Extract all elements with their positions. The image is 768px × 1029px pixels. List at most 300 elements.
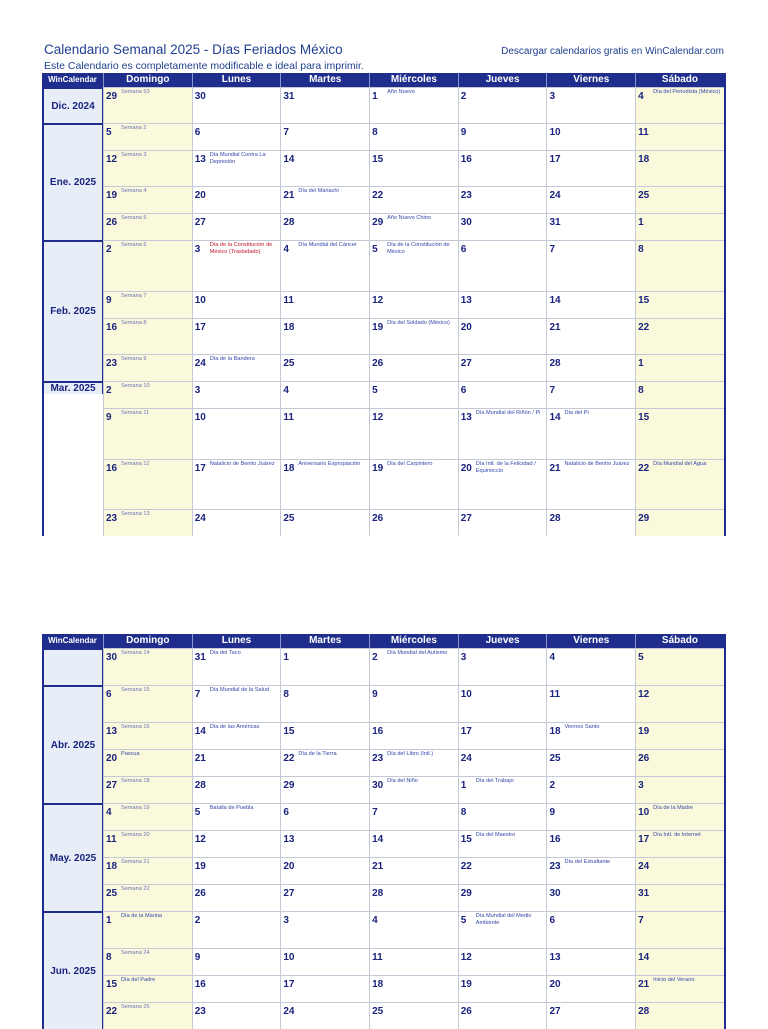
day-cell[interactable] <box>369 213 458 240</box>
day-cell[interactable] <box>546 948 635 975</box>
day-cell[interactable] <box>280 87 369 123</box>
day-cell[interactable] <box>280 291 369 318</box>
day-number: 7 <box>549 385 555 396</box>
day-number: 13 <box>194 154 206 165</box>
day-cell[interactable] <box>280 857 369 884</box>
day-number: 2 <box>194 915 201 926</box>
day-number: 30 <box>194 91 206 102</box>
day-cell[interactable] <box>458 776 547 803</box>
day-cell[interactable] <box>458 648 547 685</box>
day-number: 30 <box>549 888 561 899</box>
day-number: 12 <box>106 154 118 165</box>
day-cell[interactable] <box>635 857 724 884</box>
day-cell[interactable] <box>458 857 547 884</box>
day-cell[interactable] <box>635 87 724 123</box>
day-number: 17 <box>549 154 561 165</box>
day-cell[interactable] <box>546 884 635 911</box>
day-cell[interactable] <box>192 803 281 830</box>
day-cell[interactable] <box>635 381 724 408</box>
day-cell[interactable] <box>280 186 369 213</box>
event-label: Día del Maestro <box>475 832 516 838</box>
day-number: 17 <box>460 726 472 737</box>
day-cell[interactable] <box>635 318 724 354</box>
day-cell[interactable] <box>458 186 547 213</box>
day-cell[interactable] <box>546 803 635 830</box>
day-number: 11 <box>106 834 117 845</box>
day-number: 13 <box>106 726 118 737</box>
week-row <box>103 123 724 150</box>
day-cell[interactable] <box>458 749 547 776</box>
day-cell[interactable] <box>280 509 369 536</box>
day-number: 21 <box>549 463 561 474</box>
day-cell[interactable] <box>103 803 192 830</box>
day-number: 27 <box>106 780 118 791</box>
day-cell[interactable] <box>369 381 458 408</box>
day-cell[interactable] <box>458 354 547 381</box>
day-cell[interactable] <box>635 186 724 213</box>
day-cell[interactable] <box>635 408 724 459</box>
day-cell[interactable] <box>369 857 458 884</box>
day-number: 27 <box>460 513 472 524</box>
day-number: 9 <box>194 952 201 963</box>
day-cell[interactable] <box>546 685 635 722</box>
day-cell[interactable] <box>280 240 369 291</box>
day-cell[interactable] <box>192 318 281 354</box>
day-number: 12 <box>372 295 384 306</box>
day-cell[interactable] <box>458 884 547 911</box>
day-cell[interactable] <box>192 509 281 536</box>
download-link[interactable]: Descargar calendarios gratis en WinCalendar.com <box>501 46 724 57</box>
day-number: 3 <box>194 385 201 396</box>
day-cell[interactable] <box>280 1002 369 1029</box>
day-number: 2 <box>106 244 112 255</box>
day-cell[interactable] <box>369 648 458 685</box>
day-cell[interactable] <box>280 911 369 948</box>
day-cell[interactable] <box>369 240 458 291</box>
day-cell[interactable] <box>369 776 458 803</box>
day-cell[interactable] <box>546 857 635 884</box>
day-cell[interactable] <box>103 776 192 803</box>
day-cell[interactable] <box>635 884 724 911</box>
day-cell[interactable] <box>192 776 281 803</box>
day-cell[interactable] <box>458 1002 547 1029</box>
day-cell[interactable] <box>635 509 724 536</box>
week-row <box>103 857 724 884</box>
day-cell[interactable] <box>635 354 724 381</box>
day-cell[interactable] <box>103 408 192 459</box>
day-cell[interactable] <box>458 291 547 318</box>
day-cell[interactable] <box>546 975 635 1002</box>
day-cell[interactable] <box>369 123 458 150</box>
day-cell[interactable] <box>103 722 192 749</box>
event-label: Día Mundial del Cáncer <box>298 242 357 248</box>
day-cell[interactable] <box>458 685 547 722</box>
day-cell[interactable] <box>280 722 369 749</box>
day-number: 28 <box>372 888 384 899</box>
day-number: 6 <box>460 244 467 255</box>
day-cell[interactable] <box>546 830 635 857</box>
day-cell[interactable] <box>280 150 369 186</box>
day-cell[interactable] <box>458 975 547 1002</box>
day-cell[interactable] <box>458 408 547 459</box>
day-number: 7 <box>549 244 555 255</box>
day-cell[interactable] <box>546 123 635 150</box>
day-number: 12 <box>460 952 472 963</box>
day-cell[interactable] <box>369 291 458 318</box>
day-number: 31 <box>549 217 561 228</box>
day-cell[interactable] <box>458 213 547 240</box>
calendar-body <box>42 87 726 536</box>
day-cell[interactable] <box>280 749 369 776</box>
day-cell[interactable] <box>546 749 635 776</box>
day-cell[interactable] <box>369 509 458 536</box>
day-cell[interactable] <box>192 722 281 749</box>
event-label: Día Mundial del Agua <box>653 461 707 467</box>
day-cell[interactable] <box>546 87 635 123</box>
day-cell[interactable] <box>369 975 458 1002</box>
day-cell[interactable] <box>192 830 281 857</box>
day-cell[interactable] <box>103 186 192 213</box>
day-cell[interactable] <box>192 408 281 459</box>
day-cell[interactable] <box>280 776 369 803</box>
day-number: 9 <box>372 689 378 700</box>
day-cell[interactable] <box>369 884 458 911</box>
day-cell[interactable] <box>103 685 192 722</box>
week-row <box>103 213 724 240</box>
day-number: 28 <box>194 780 206 791</box>
day-cell[interactable] <box>280 408 369 459</box>
event-label: Semana 18 <box>121 778 150 784</box>
day-header: Domingo <box>103 73 192 87</box>
event-label: Día Intl. de Internet <box>653 832 701 838</box>
day-cell[interactable] <box>280 975 369 1002</box>
day-cell[interactable] <box>546 1002 635 1029</box>
day-cell[interactable] <box>458 87 547 123</box>
day-cell[interactable] <box>458 240 547 291</box>
event-label: Año Nuevo Chino <box>387 215 431 221</box>
day-number: 11 <box>638 127 649 138</box>
day-cell[interactable] <box>280 459 369 509</box>
month-label: Feb. 2025 <box>44 240 103 381</box>
event-label: Semana 5 <box>121 215 147 221</box>
day-cell[interactable] <box>192 857 281 884</box>
day-cell[interactable] <box>458 830 547 857</box>
day-cell[interactable] <box>635 123 724 150</box>
day-cell[interactable] <box>458 318 547 354</box>
day-cell[interactable] <box>369 685 458 722</box>
day-cell[interactable] <box>546 776 635 803</box>
week-row <box>103 722 724 749</box>
day-cell[interactable] <box>192 648 281 685</box>
wincalendar-header: WinCalendar <box>48 75 97 84</box>
day-cell[interactable] <box>280 948 369 975</box>
day-cell[interactable] <box>103 830 192 857</box>
day-cell[interactable] <box>369 948 458 975</box>
day-cell[interactable] <box>192 911 281 948</box>
day-number: 4 <box>106 807 112 818</box>
day-number: 27 <box>460 358 472 369</box>
day-cell[interactable] <box>635 830 724 857</box>
day-cell[interactable] <box>546 408 635 459</box>
day-cell[interactable] <box>103 381 192 408</box>
day-cell[interactable] <box>458 150 547 186</box>
day-cell[interactable] <box>192 291 281 318</box>
day-cell[interactable] <box>546 354 635 381</box>
day-cell[interactable] <box>103 87 192 123</box>
day-cell[interactable] <box>546 459 635 509</box>
day-cell[interactable] <box>635 776 724 803</box>
day-number: 4 <box>638 91 644 102</box>
day-number: 25 <box>549 753 561 764</box>
day-cell[interactable] <box>369 354 458 381</box>
day-cell[interactable] <box>546 318 635 354</box>
day-cell[interactable] <box>369 186 458 213</box>
day-cell[interactable] <box>458 459 547 509</box>
day-cell[interactable] <box>546 911 635 948</box>
day-cell[interactable] <box>635 213 724 240</box>
day-cell[interactable] <box>635 803 724 830</box>
day-cell[interactable] <box>103 291 192 318</box>
day-cell[interactable] <box>635 948 724 975</box>
week-row <box>103 354 724 381</box>
day-number: 18 <box>283 463 295 474</box>
day-cell[interactable] <box>458 803 547 830</box>
day-cell[interactable] <box>103 459 192 509</box>
day-header: Martes <box>280 634 369 648</box>
week-row <box>103 685 724 722</box>
day-cell[interactable] <box>103 509 192 536</box>
day-cell[interactable] <box>103 975 192 1002</box>
day-number: 23 <box>106 358 118 369</box>
day-cell[interactable] <box>546 381 635 408</box>
day-number: 10 <box>194 295 206 306</box>
week-row <box>103 240 724 291</box>
day-cell[interactable] <box>192 381 281 408</box>
day-cell[interactable] <box>369 408 458 459</box>
day-number: 2 <box>106 385 112 396</box>
day-number: 21 <box>372 861 384 872</box>
event-label: Día del Estudiante <box>564 859 611 865</box>
month-label: Abr. 2025 <box>44 685 103 803</box>
event-label: Día del Libro (Intl.) <box>387 751 434 757</box>
day-cell[interactable] <box>103 749 192 776</box>
day-cell[interactable] <box>280 354 369 381</box>
day-cell[interactable] <box>280 830 369 857</box>
day-cell[interactable] <box>546 291 635 318</box>
day-number: 20 <box>194 190 206 201</box>
day-cell[interactable] <box>280 803 369 830</box>
day-cell[interactable] <box>369 830 458 857</box>
day-cell[interactable] <box>458 123 547 150</box>
day-number: 20 <box>549 979 561 990</box>
day-number: 13 <box>460 412 472 423</box>
day-cell[interactable] <box>192 123 281 150</box>
day-number: 20 <box>106 753 118 764</box>
day-cell[interactable] <box>280 123 369 150</box>
day-cell[interactable] <box>635 459 724 509</box>
day-cell[interactable] <box>280 318 369 354</box>
day-cell[interactable] <box>635 1002 724 1029</box>
day-number: 16 <box>372 726 384 737</box>
day-cell[interactable] <box>103 354 192 381</box>
day-cell[interactable] <box>635 911 724 948</box>
day-number: 5 <box>106 127 112 138</box>
day-cell[interactable] <box>369 150 458 186</box>
day-number: 19 <box>638 726 650 737</box>
day-cell[interactable] <box>192 749 281 776</box>
day-number: 30 <box>106 652 118 663</box>
day-number: 7 <box>638 915 644 926</box>
day-cell[interactable] <box>635 685 724 722</box>
day-number: 11 <box>372 952 383 963</box>
day-cell[interactable] <box>192 186 281 213</box>
day-cell[interactable] <box>369 87 458 123</box>
day-cell[interactable] <box>280 884 369 911</box>
day-number: 15 <box>638 295 650 306</box>
day-cell[interactable] <box>369 318 458 354</box>
day-number: 1 <box>638 217 644 228</box>
day-cell[interactable] <box>458 722 547 749</box>
day-cell[interactable] <box>635 722 724 749</box>
day-cell[interactable] <box>103 123 192 150</box>
day-cell[interactable] <box>635 291 724 318</box>
day-number: 19 <box>194 861 206 872</box>
day-number: 17 <box>638 834 650 845</box>
day-cell[interactable] <box>635 240 724 291</box>
event-label: Día Mundial del Riñón / Pi <box>475 410 541 416</box>
day-header: Miércoles <box>369 634 458 648</box>
day-number: 11 <box>283 295 294 306</box>
day-header: Viernes <box>546 73 635 87</box>
day-number: 16 <box>106 463 118 474</box>
day-header-row <box>42 73 726 87</box>
day-cell[interactable] <box>280 381 369 408</box>
day-cell[interactable] <box>546 509 635 536</box>
week-row <box>103 408 724 459</box>
day-number: 16 <box>549 834 561 845</box>
day-cell[interactable] <box>458 948 547 975</box>
day-cell[interactable] <box>635 648 724 685</box>
day-cell[interactable] <box>546 722 635 749</box>
month-label: Mar. 2025 <box>44 381 103 394</box>
day-cell[interactable] <box>103 318 192 354</box>
day-number: 16 <box>194 979 206 990</box>
day-cell[interactable] <box>103 948 192 975</box>
day-cell[interactable] <box>546 213 635 240</box>
event-label: Día Mundial del Medio Ambiente <box>475 913 532 926</box>
day-cell[interactable] <box>103 213 192 240</box>
day-cell[interactable] <box>546 150 635 186</box>
day-cell[interactable] <box>192 884 281 911</box>
day-cell[interactable] <box>192 685 281 722</box>
day-cell[interactable] <box>546 648 635 685</box>
day-number: 30 <box>372 780 384 791</box>
day-number: 6 <box>194 127 201 138</box>
day-number: 20 <box>460 322 472 333</box>
day-cell[interactable] <box>369 749 458 776</box>
day-cell[interactable] <box>369 459 458 509</box>
day-cell[interactable] <box>280 685 369 722</box>
day-cell[interactable] <box>192 150 281 186</box>
day-number: 29 <box>460 888 472 899</box>
day-number: 8 <box>106 952 112 963</box>
day-cell[interactable] <box>103 911 192 948</box>
day-cell[interactable] <box>369 911 458 948</box>
day-cell[interactable] <box>458 509 547 536</box>
day-header: Miércoles <box>369 73 458 87</box>
day-cell[interactable] <box>280 213 369 240</box>
week-row <box>103 509 724 536</box>
day-cell[interactable] <box>458 381 547 408</box>
day-cell[interactable] <box>635 975 724 1002</box>
event-label: Día del Soldado (México) <box>387 320 450 326</box>
day-cell[interactable] <box>103 857 192 884</box>
day-number: 4 <box>372 915 378 926</box>
day-cell[interactable] <box>369 803 458 830</box>
day-cell[interactable] <box>192 975 281 1002</box>
event-label: Semana 9 <box>121 356 147 362</box>
day-cell[interactable] <box>103 240 192 291</box>
day-cell[interactable] <box>192 1002 281 1029</box>
day-number: 28 <box>283 217 295 228</box>
day-cell[interactable] <box>103 884 192 911</box>
day-number: 13 <box>283 834 295 845</box>
day-cell[interactable] <box>192 948 281 975</box>
day-number: 14 <box>283 154 295 165</box>
day-number: 19 <box>106 190 118 201</box>
calendar-body <box>42 648 726 1029</box>
event-label: Día Mundial del Autismo <box>387 650 448 656</box>
event-label: Semana 19 <box>121 805 150 811</box>
day-number: 4 <box>283 244 289 255</box>
day-cell[interactable] <box>103 1002 192 1029</box>
day-number: 4 <box>283 385 289 396</box>
event-label: Semana 10 <box>121 383 150 389</box>
day-cell[interactable] <box>280 648 369 685</box>
day-cell[interactable] <box>192 459 281 509</box>
day-number: 31 <box>194 652 206 663</box>
event-label: Día Intl. de la Felicidad / Equinoccio <box>475 461 536 474</box>
day-cell[interactable] <box>369 1002 458 1029</box>
day-cell[interactable] <box>635 749 724 776</box>
day-header: Jueves <box>458 73 547 87</box>
day-number: 15 <box>283 726 295 737</box>
day-number: 18 <box>549 726 561 737</box>
day-number: 31 <box>638 888 650 899</box>
event-label: Semana 8 <box>121 320 147 326</box>
day-number: 22 <box>283 753 295 764</box>
day-number: 21 <box>194 753 206 764</box>
day-number: 11 <box>283 412 294 423</box>
day-cell[interactable] <box>103 150 192 186</box>
event-label: Día de la Bandera <box>209 356 255 362</box>
day-cell[interactable] <box>369 722 458 749</box>
day-cell[interactable] <box>546 186 635 213</box>
day-number: 22 <box>372 190 384 201</box>
day-cell[interactable] <box>635 150 724 186</box>
day-cell[interactable] <box>458 911 547 948</box>
day-number: 24 <box>194 358 206 369</box>
day-cell[interactable] <box>192 354 281 381</box>
day-number: 24 <box>194 513 206 524</box>
day-cell[interactable] <box>192 213 281 240</box>
week-row <box>103 776 724 803</box>
day-cell[interactable] <box>546 240 635 291</box>
day-number: 19 <box>372 322 384 333</box>
day-cell[interactable] <box>192 240 281 291</box>
day-cell[interactable] <box>103 648 192 685</box>
day-cell[interactable] <box>192 87 281 123</box>
